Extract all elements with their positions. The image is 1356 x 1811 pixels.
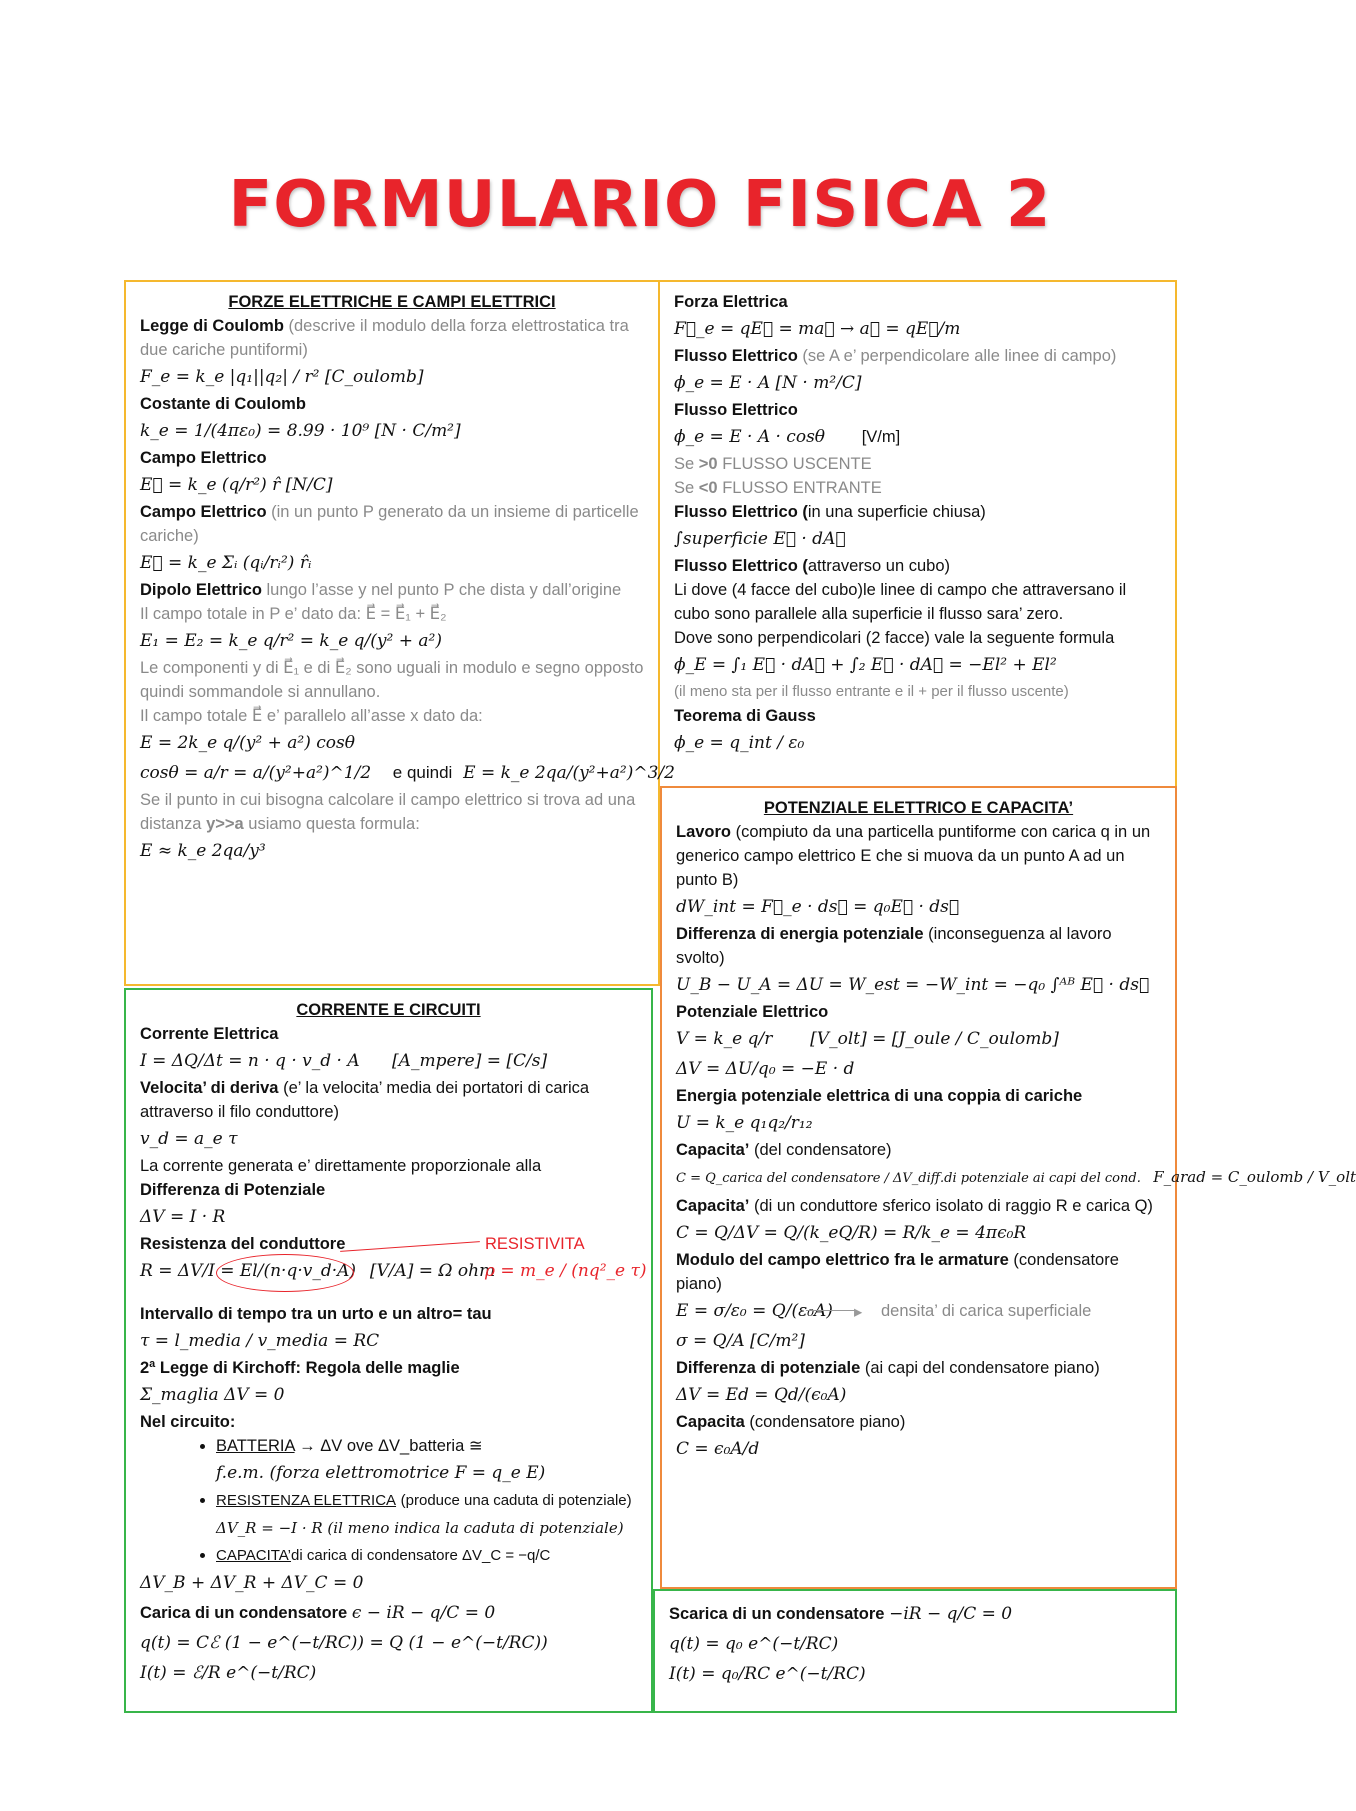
formula: Σ_maglia ΔV = 0 — [140, 1385, 285, 1405]
note: (compiuto da una particella puntiforme con carica q in un generico campo elettrico E che si muova da un punto A ad un punto B) — [676, 823, 1151, 889]
formula: E = 2k_e q/(y² + a²) cosθ — [140, 733, 355, 753]
heading: Differenza di energia potenziale — [676, 925, 924, 943]
formula: E = k_e 2qa/(y²+a²)^3/2 — [463, 763, 675, 783]
label: RESISTIVITA — [485, 1235, 585, 1253]
box-forze-elettriche — [124, 280, 675, 986]
formula: E ≈ k_e 2qa/y³ — [140, 841, 266, 861]
text: Se — [674, 455, 695, 473]
formula: k_e = 1/(4πε₀) = 8.99 · 10⁹ [N · C/m²] — [140, 421, 461, 441]
heading: Costante di Coulomb — [140, 395, 306, 413]
formula: ϕ_E = ∫₁ E⃗ · dA⃗ + ∫₂ E⃗ · dA⃗ = −El² + El² — [674, 655, 1057, 675]
formula: E⃗ = k_e (q/r²) r̂ [N/C] — [140, 475, 333, 495]
text: <0 — [698, 479, 718, 497]
unit: [V/m] — [861, 428, 901, 446]
note: (e’ la velocita’ media dei portatori di carica attraverso il filo conduttore) — [140, 1079, 590, 1121]
formula: E₁ = E₂ = k_e q/r² = k_e q/(y² + a²) — [140, 631, 442, 651]
formula: v_d = a_e τ — [140, 1129, 238, 1149]
formula: I(t) = ℰ/R e^(−t/RC) — [140, 1663, 317, 1683]
section-title: FORZE ELETTRICHE E CAMPI ELETTRICI — [228, 293, 556, 311]
formula: E⃗ = k_e Σᵢ (qᵢ/rᵢ²) r̂ᵢ — [140, 553, 312, 573]
heading: Campo Elettrico — [140, 449, 267, 467]
text: (produce una caduta di potenziale) — [400, 1492, 632, 1509]
heading: Flusso Elettrico ( — [674, 557, 808, 575]
formula: ΔV = ΔU/q₀ = −E · d — [676, 1059, 855, 1079]
formula: τ = l_media / v_media = RC — [140, 1331, 380, 1351]
formula: q(t) = Cℰ (1 − e^(−t/RC)) = Q (1 − e^(−t/RC)) — [140, 1633, 548, 1653]
formula: q(t) = q₀ e^(−t/RC) — [669, 1634, 839, 1654]
formula: C = Q_carica del condensatore / ΔV_diff.di potenziale ai capi del cond. — [676, 1171, 1141, 1186]
heading: Lavoro — [676, 823, 732, 841]
formula: V = k_e q/r — [676, 1029, 773, 1049]
formula: ΔV = Ed = Qd/(ϵ₀A) — [676, 1385, 847, 1405]
text: >0 — [698, 455, 718, 473]
formula: −iR − q/C = 0 — [889, 1604, 1013, 1624]
heading: Capacita’ — [676, 1197, 750, 1215]
bullet-list — [140, 1434, 637, 1568]
heading: Campo Elettrico — [140, 503, 267, 521]
heading: Flusso Elettrico — [674, 401, 798, 419]
note: (se A e’ perpendicolare alle linee di campo) — [802, 347, 1117, 365]
text: FLUSSO ENTRANTE — [722, 479, 882, 497]
heading: Flusso Elettrico — [674, 347, 798, 365]
note: (il meno sta per il flusso entrante e il + per il flusso uscente) — [674, 683, 1069, 700]
heading: Energia potenziale elettrica di una coppia di cariche — [676, 1087, 1083, 1105]
label: RESISTENZA ELETTRICA — [216, 1492, 397, 1509]
formula: cosθ = a/r = a/(y²+a²)^1/2 — [140, 763, 372, 783]
heading: Forza Elettrica — [674, 293, 788, 311]
heading: Modulo del campo elettrico fra le armature — [676, 1251, 1009, 1269]
formula: ΔV_R = −I · R (il meno indica la caduta di potenziale) — [216, 1519, 624, 1537]
text: FLUSSO USCENTE — [722, 455, 872, 473]
formula: dW_int = F⃗_e · ds⃗ = q₀E⃗ · ds⃗ — [676, 897, 960, 917]
box-flusso-elettrico — [660, 280, 1177, 788]
box-potenziale-capacita — [660, 786, 1356, 1589]
unit: F_arad = C_oulomb / V_olt — [1153, 1168, 1356, 1186]
heading: Capacita’ — [676, 1141, 750, 1159]
formula: F⃗_e = qE⃗ = ma⃗ → a⃗ = qE⃗/m — [674, 319, 961, 339]
note: (del condensatore) — [753, 1141, 892, 1159]
formula: ϕ_e = E · A · cosθ — [674, 427, 826, 447]
heading: Differenza di Potenziale — [140, 1181, 326, 1199]
list-item — [216, 1488, 637, 1543]
section-title: CORRENTE E CIRCUITI — [296, 1001, 481, 1019]
page-title: FORMULARIO FISICA 2 — [228, 168, 1052, 242]
text: La corrente generata e’ direttamente proporzionale alla — [140, 1157, 542, 1175]
formula: ρ = m_e / (nq²_e τ) — [485, 1261, 647, 1281]
note: (descrive il modulo della forza elettrostatica tra due cariche puntiformi) — [140, 317, 629, 359]
heading: Velocita’ di deriva — [140, 1079, 279, 1097]
highlight-circle — [216, 1254, 354, 1292]
text: Se il punto in cui bisogna calcolare il campo elettrico si trova ad una distanza — [140, 791, 636, 833]
note: lungo l’asse y nel punto P che dista y dall’origine — [266, 581, 622, 599]
formula: ϕ_e = E · A [N · m²/C] — [674, 373, 862, 393]
heading: Capacita — [676, 1413, 745, 1431]
note: (condensatore piano) — [676, 1251, 1119, 1293]
note: (condensatore piano) — [749, 1413, 906, 1431]
note: attraverso un cubo) — [807, 557, 951, 575]
note: (in un punto P generato da un insieme di particelle cariche) — [140, 503, 639, 545]
unit: [V_olt] = [J_oule / C_oulomb] — [810, 1029, 1059, 1049]
arrow-icon: ▸ — [854, 1303, 863, 1321]
label: CAPACITA’ — [216, 1547, 292, 1564]
box-scarica-condensatore — [653, 1589, 1177, 1713]
heading: Legge di Coulomb — [140, 317, 284, 335]
heading: Nel circuito: — [140, 1413, 236, 1431]
heading: Corrente Elettrica — [140, 1025, 279, 1043]
heading: 2ª Legge di Kirchoff: Regola delle maglie — [140, 1359, 460, 1377]
heading: Dipolo Elettrico — [140, 581, 262, 599]
box-corrente-circuiti — [124, 988, 653, 1713]
text: Il campo totale E⃗ e’ parallelo all’asse x dato da: — [140, 707, 483, 725]
formula: ΔV = I · R — [140, 1207, 226, 1227]
heading: Scarica di un condensatore — [669, 1605, 885, 1623]
text: → ΔV ove ΔV_batteria ≅ — [299, 1437, 483, 1455]
section-title: POTENZIALE ELETTRICO E CAPACITA’ — [763, 799, 1074, 817]
unit: [V/A] = Ω ohm — [369, 1261, 496, 1281]
formula: f.e.m. (forza elettromotrice F = q_e E) — [216, 1463, 546, 1483]
note: (inconseguenza al lavoro svolto) — [676, 925, 1112, 967]
list-item — [216, 1434, 637, 1488]
label: densita’ di carica superficiale — [881, 1302, 1092, 1320]
text: e quindi — [392, 763, 453, 782]
formula: C = Q/ΔV = Q/(k_eQ/R) = R/k_e = 4πϵ₀R — [676, 1223, 1027, 1243]
formula: ϕ_e = q_int / ε₀ — [674, 733, 805, 753]
formula: ϵ − iR − q/C = 0 — [351, 1603, 496, 1623]
note: in una superficie chiusa) — [807, 503, 986, 521]
formula: I(t) = q₀/RC e^(−t/RC) — [669, 1664, 866, 1684]
formula: R = ΔV/I = El/(n·q·v_d·A) — [140, 1261, 357, 1281]
heading: Differenza di potenziale — [676, 1359, 861, 1377]
formula: U = k_e q₁q₂/r₁₂ — [676, 1113, 813, 1133]
heading: Intervallo di tempo tra un urto e un altro= tau — [140, 1305, 492, 1323]
heading: Carica di un condensatore — [140, 1604, 348, 1622]
text: Le componenti y di E⃗₁ e di E⃗₂ sono uguali in modulo e segno opposto quindi sommandole si annullano. — [140, 659, 644, 701]
text: Dove sono perpendicolari (2 facce) vale la seguente formula — [674, 629, 1115, 647]
label: BATTERIA — [216, 1437, 295, 1455]
text: di carica di condensatore ΔV_C = −q/C — [291, 1547, 551, 1564]
formula: ∫superficie E⃗ · dA⃗ — [674, 529, 846, 549]
formula: σ = Q/A [C/m²] — [676, 1331, 805, 1351]
heading: Teorema di Gauss — [674, 707, 816, 725]
text: Se — [674, 479, 695, 497]
text: usiamo questa formula: — [248, 815, 420, 833]
text: Il campo totale in P e’ dato da: E⃗ = E⃗₁ + E⃗₂ — [140, 605, 447, 623]
list-item — [216, 1543, 637, 1568]
formula: E = σ/ε₀ = Q/(ε₀A) — [676, 1301, 833, 1321]
note: (ai capi del condensatore piano) — [864, 1359, 1100, 1377]
heading: Resistenza del conduttore — [140, 1235, 346, 1253]
formula: F_e = k_e |q₁||q₂| / r² [C_oulomb] — [140, 367, 424, 387]
formula: ΔV_B + ΔV_R + ΔV_C = 0 — [140, 1573, 364, 1593]
text: Li dove (4 facce del cubo)le linee di campo che attraversano il cubo sono parallele alla superficie il flusso sara’ zero. — [674, 581, 1127, 623]
heading: Potenziale Elettrico — [676, 1003, 829, 1021]
note: (di un conduttore sferico isolato di raggio R e carica Q) — [753, 1197, 1153, 1215]
formula: I = ΔQ/Δt = n · q · v_d · A — [140, 1051, 360, 1071]
arrow-line — [806, 1310, 856, 1311]
formula: C = ϵ₀A/d — [676, 1439, 760, 1459]
unit: [A_mpere] = [C/s] — [392, 1051, 548, 1071]
text: y>>a — [206, 815, 244, 833]
heading: Flusso Elettrico ( — [674, 503, 808, 521]
formula: U_B − U_A = ΔU = W_est = −W_int = −q₀ ∫ᴬᴮ E⃗ · ds⃗ — [676, 975, 1150, 995]
